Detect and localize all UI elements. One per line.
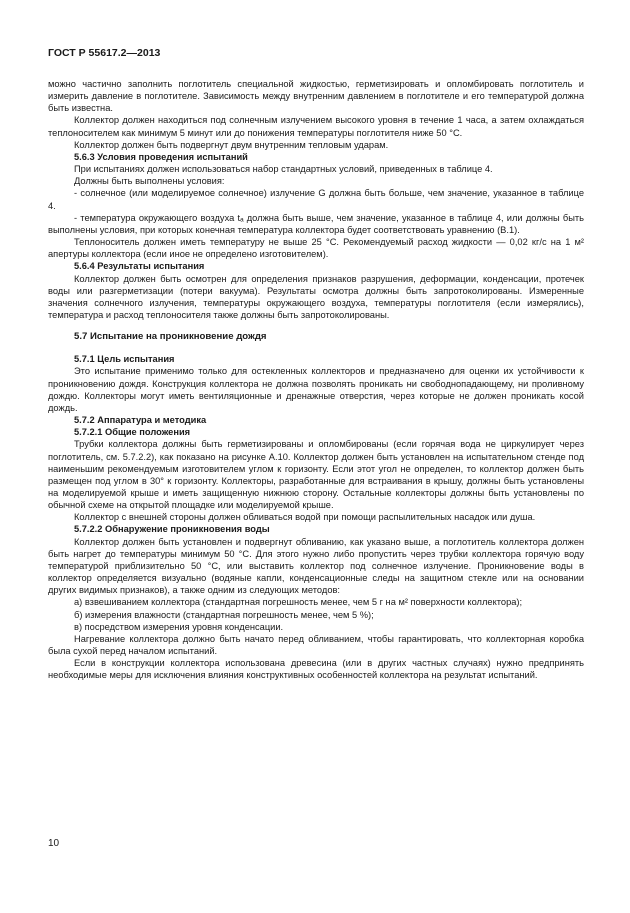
subsection-heading: 5.6.3 Условия проведения испытаний (74, 151, 248, 162)
paragraph: Коллектор должен быть подвергнут двум внутренним тепловым ударам. (74, 139, 389, 150)
subsection-heading: 5.7.1 Цель испытания (74, 354, 175, 365)
subsection-heading: 5.7.2.1 Общие положения (74, 427, 191, 438)
paragraph: Нагревание коллектора должно быть начато перед обливанием, чтобы гарантировать, что коллекторная коробка была сухой перед началом испытаний. (48, 633, 584, 657)
document-body (48, 78, 584, 682)
page-number: 10 (48, 838, 60, 849)
paragraph: Если в конструкции коллектора использована древесина (или в других частных случаях) нужно предпринять необходимые меры для исключения влияния конструктивных особенностей коллектора на результат испытаний. (48, 658, 584, 681)
subsection-heading: 5.6.4 Результаты испытания (74, 261, 205, 272)
paragraph: Теплоноситель должен иметь температуру не выше 25 °С. Рекомендуемый расход жидкости — 0,02 кг/с на 1 м² апертуры коллектора (если иное не определено изготовителем). (48, 237, 584, 260)
paragraph: Коллектор должен быть установлен и подвергнут обливанию, как указано выше, а поглотитель коллектора должен быть нагрет до температуры минимум 50 °С. Для этого нужно либо пропустить через трубки коллектора горячую воду температурой приблизительно 50 °С, или выставить коллектор под солнечное излучение. Проникновение воды в коллектор определяется визуально (водяные капли, конденсационные следы на защитном стекле или на основании других видимых признаков), а также одним из следующих методов: (48, 536, 584, 596)
spacer (48, 321, 584, 331)
document-header: ГОСТ Р 55617.2—2013 (48, 47, 161, 59)
paragraph: Должны быть выполнены условия: (74, 176, 225, 187)
paragraph: можно частично заполнить поглотитель специальной жидкостью, герметизировать и опломбировать поглотитель и измерить давление в поглотителе. Зависимость между внутренним давлением в поглотителе и его температурой должна быть известна. (48, 79, 584, 114)
subsection-heading: 5.7.2 Аппаратура и методика (74, 415, 207, 426)
subsection-heading: 5.7.2.2 Обнаружение проникновения воды (74, 524, 270, 535)
paragraph: в) посредством измерения уровня конденсации. (74, 621, 284, 632)
paragraph: Коллектор должен находиться под солнечным излучением высокого уровня в течение 1 часа, а затем охлаждаться теплоносителем как минимум 5 минут или до понижения температуры поглотителя ниже 50 °С. (48, 115, 584, 138)
paragraph: - солнечное (или моделируемое солнечное) излучение G должна быть больше, чем значение, указанное в таблице 4. (48, 188, 584, 211)
paragraph: Это испытание применимо только для остекленных коллекторов и предназначено для оценки их устойчивости к проникновению дождя. Конструкция коллектора не должна позволять проникать ни свободнопадающему, ни проливному дождю. Коллекторы могут иметь вентиляционные и дренажные отверстия, через которые не должен проникать косой дождь. (48, 366, 584, 413)
paragraph: а) взвешиванием коллектора (стандартная погрешность менее, чем 5 г на м² поверхности коллектора); (74, 597, 523, 608)
paragraph: Трубки коллектора должны быть герметизированы и опломбированы (если горячая вода не циркулирует через поглотитель, см. 5.7.2.2), как показано на рисунке А.10. Коллектор должен быть установлен на испытательном стенде под наименьшим рекомендуемым изготовителем углом к горизонту. Если этот угол не определен, то коллектор должен быть размещен под углом в 30° к горизонту. Коллекторы, разработанные для встраивания в крышу, должны быть установлены на моделируемой крыше и иметь защищенную нижнюю сторону. Остальные коллекторы должны быть установлены по обычной схеме на открытой площадке или моделируемой крыше. (48, 439, 584, 511)
section-heading: 5.7 Испытание на проникновение дождя (74, 331, 267, 343)
paragraph: Коллектор должен быть осмотрен для определения признаков разрушения, деформации, конденсации, протечек воды или разгерметизации (потери вакуума). Результаты осмотра должны быть запротоколированы. Измеренные значения солнечного излучения, температуры окружающего воздуха, температуры поглотителя (если измерялись), температура и расход теплоносителя также должны быть запротоколированы. (48, 273, 584, 320)
paragraph: - температура окружающего воздуха tₐ должна быть выше, чем значение, указанное в таблице 4, или должны быть выполнены условия, при которых конечная температура коллектора будет соответствовать уравнению (В.1). (48, 212, 584, 235)
spacer (48, 343, 584, 353)
paragraph: Коллектор с внешней стороны должен обливаться водой при помощи распылительных насадок или душа. (74, 512, 536, 523)
paragraph: б) измерения влажности (стандартная погрешность менее, чем 5 %); (74, 609, 374, 620)
paragraph: При испытаниях должен использоваться набор стандартных условий, приведенных в таблице 4. (74, 164, 493, 175)
